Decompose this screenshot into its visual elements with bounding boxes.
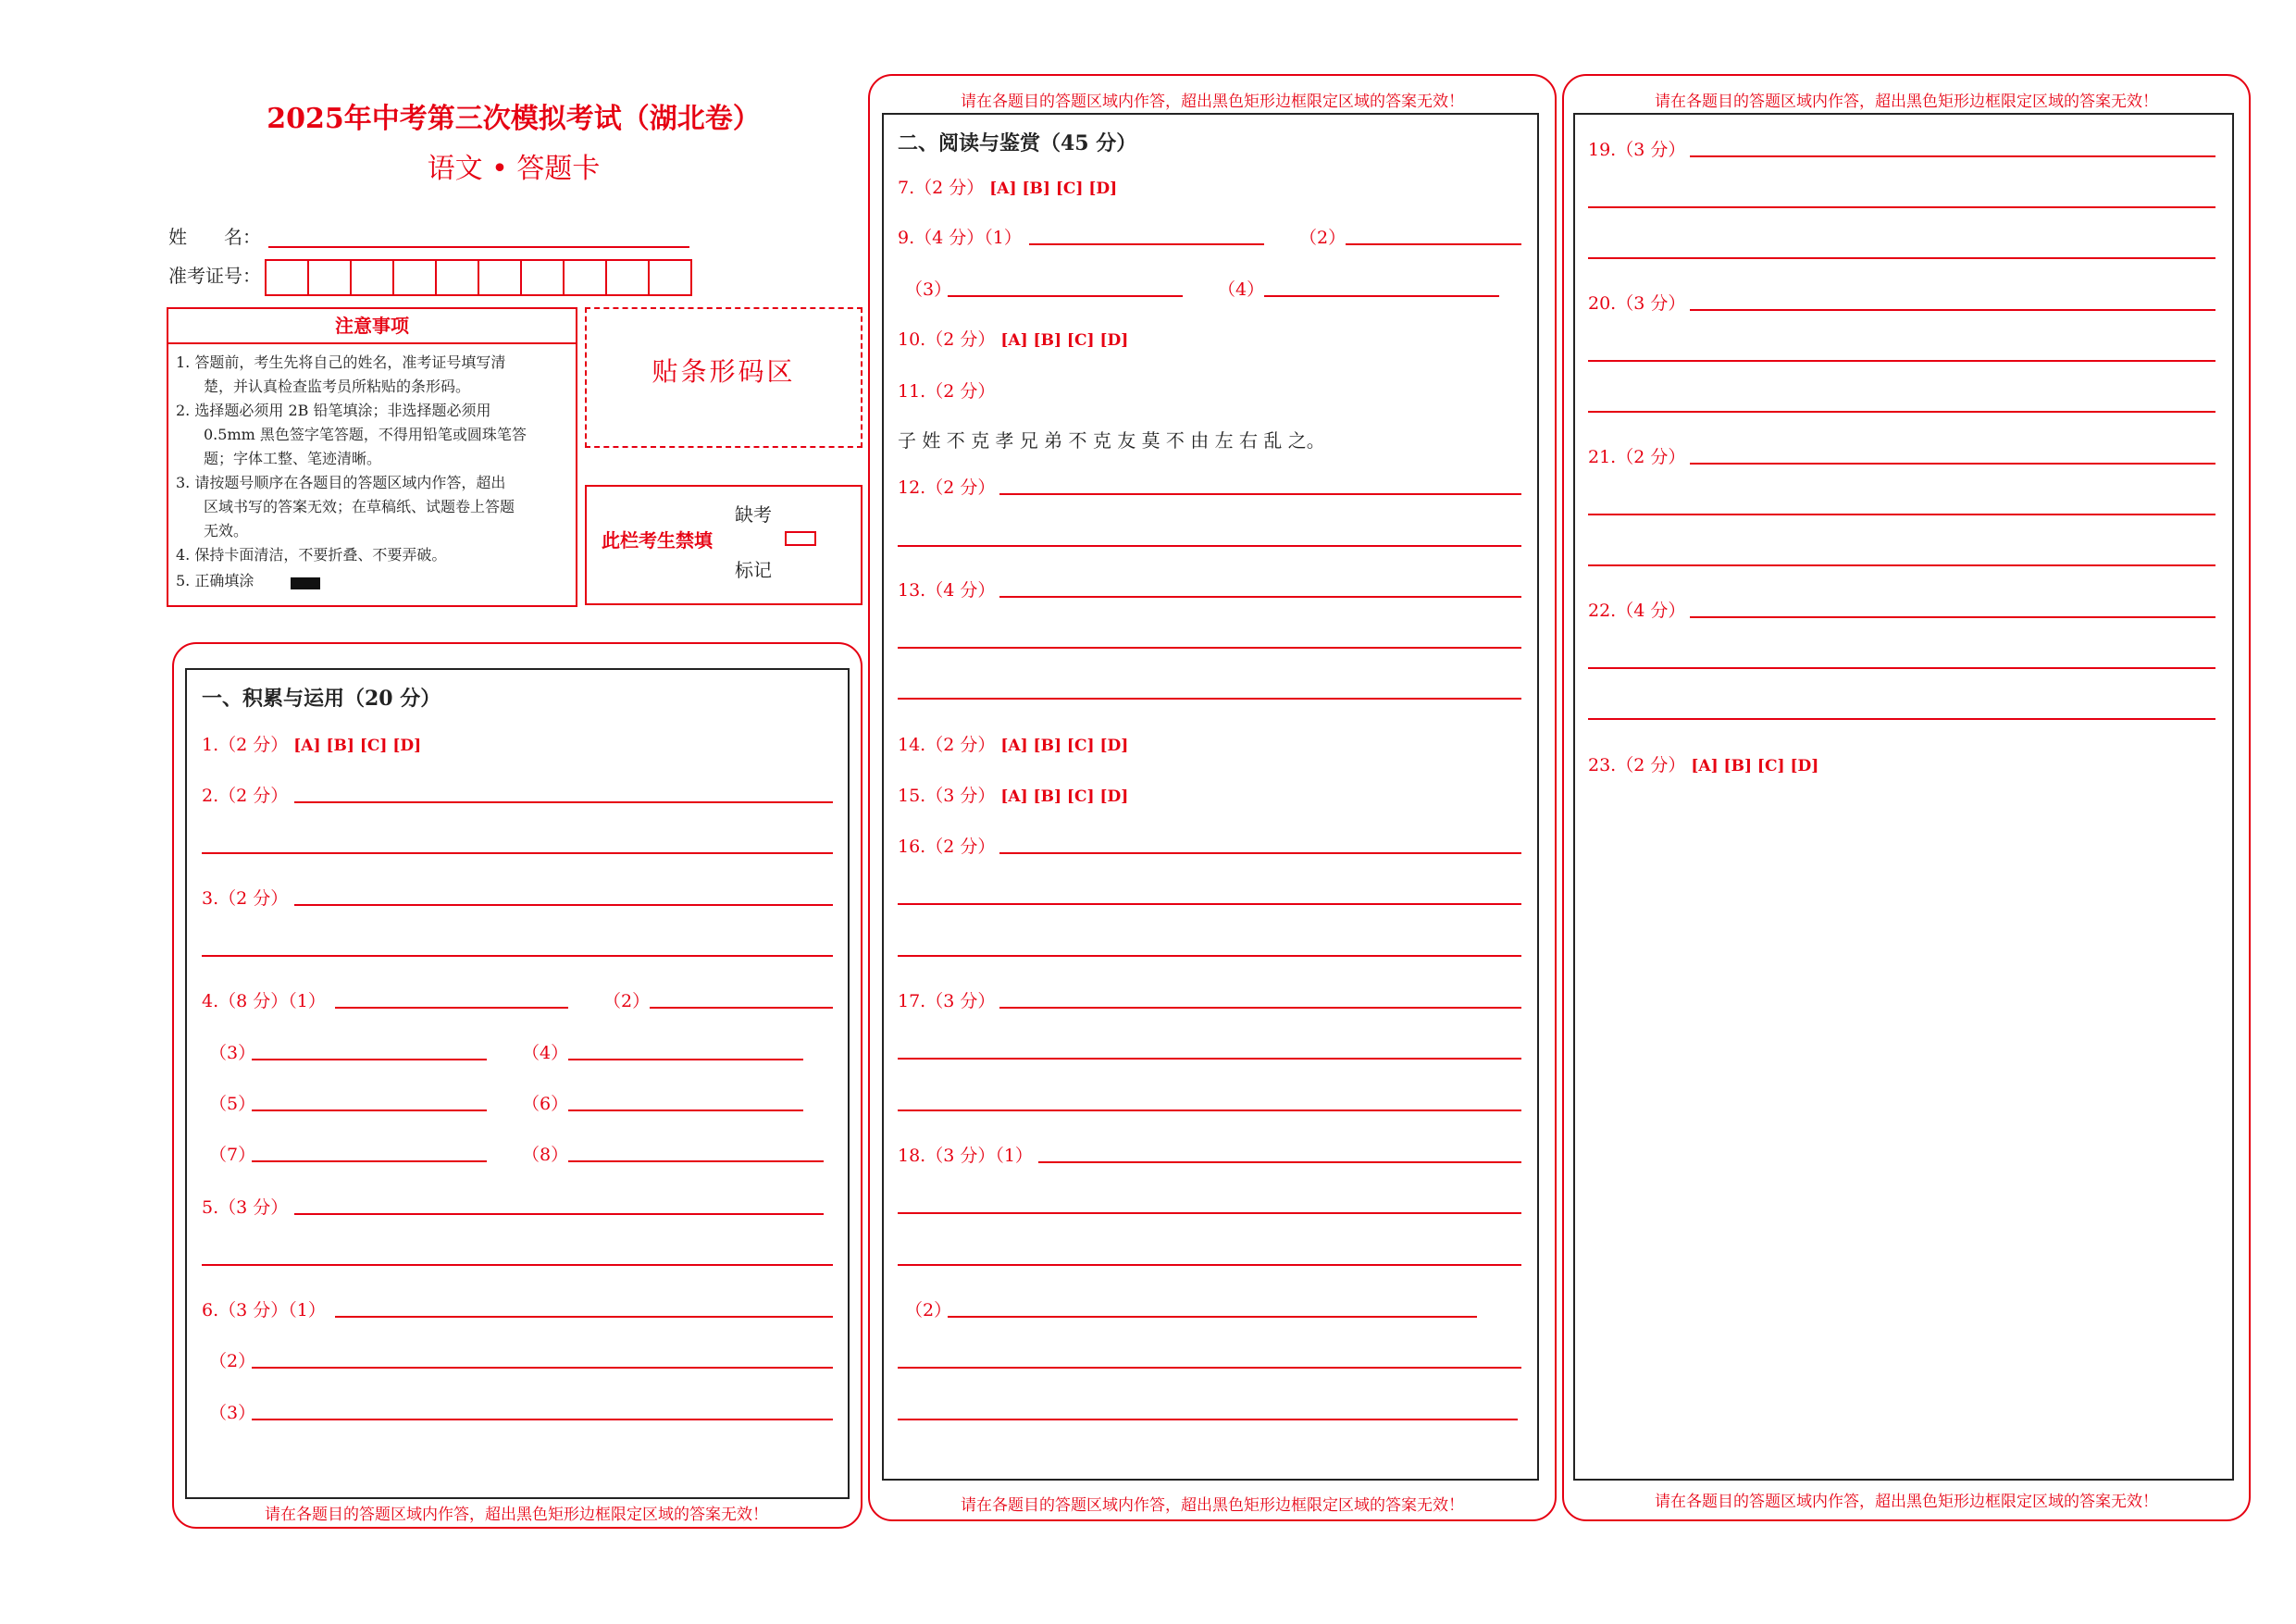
note-line: 2. 选择题必须用 2B 铅笔填涂；非选择题必须用: [176, 402, 491, 419]
q9-2-answer-line[interactable]: [1346, 243, 1521, 245]
q14-options[interactable]: [A] [B] [C] [D]: [1000, 737, 1129, 755]
q5-answer-line[interactable]: [202, 1264, 833, 1266]
q11-text: 子 姓 不 克 孝 兄 弟 不 克 友 莫 不 由 左 右 乱 之。: [898, 429, 1325, 452]
q22-answer-line[interactable]: [1690, 616, 2215, 618]
name-label: 姓 名：: [168, 226, 261, 248]
q20-label: 20.（3 分）: [1588, 293, 1686, 314]
q1-number: 1.（2 分）: [202, 735, 289, 755]
section2-warning-top: 请在各题目的答题区域内作答，超出黑色矩形边框限定区域的答案无效！: [961, 93, 1464, 111]
q23-options[interactable]: [A] [B] [C] [D]: [1691, 757, 1819, 775]
q5-answer-line[interactable]: [294, 1213, 824, 1215]
q21-answer-line[interactable]: [1588, 514, 2215, 515]
q19-answer-line[interactable]: [1588, 206, 2215, 208]
q20-answer-line[interactable]: [1588, 411, 2215, 413]
q7-label: [898, 174, 1117, 199]
q18-1-answer-line[interactable]: [898, 1212, 1521, 1214]
q22-label: 22.（4 分）: [1588, 601, 1686, 621]
page-subtitle: 语文 • 答题卡: [427, 153, 601, 185]
note-line: 4. 保持卡面清洁，不要折叠、不要弄破。: [176, 546, 447, 564]
id-cell[interactable]: [437, 261, 479, 294]
q12-label: 12.（2 分）: [898, 477, 996, 498]
q7-options[interactable]: [A] [B] [C] [D]: [989, 180, 1118, 198]
page-title: 2025年中考第三次模拟考试（湖北卷）: [267, 103, 761, 135]
absent-mark-box[interactable]: [785, 531, 816, 546]
q4-8-answer-line[interactable]: [568, 1160, 824, 1162]
q14-number: 14.（2 分）: [898, 735, 996, 755]
notes-heading: 注意事项: [168, 309, 576, 344]
q9-3-label: （3）: [905, 279, 952, 300]
note-line: 1. 答题前，考生先将自己的姓名，准考证号填写清: [176, 353, 506, 371]
q4-2-answer-line[interactable]: [650, 1007, 833, 1009]
q16-answer-line[interactable]: [898, 955, 1521, 957]
note-line: 5. 正确填涂: [176, 572, 254, 589]
id-cell[interactable]: [394, 261, 437, 294]
q4-4-answer-line[interactable]: [568, 1059, 803, 1060]
q21-answer-line[interactable]: [1690, 463, 2215, 465]
q2-label: 2.（2 分）: [202, 786, 289, 806]
section3-warning-top: 请在各题目的答题区域内作答，超出黑色矩形边框限定区域的答案无效！: [1655, 93, 2158, 111]
id-grid[interactable]: [265, 259, 692, 296]
q12-answer-line[interactable]: [898, 545, 1521, 547]
q3-label: 3.（2 分）: [202, 888, 289, 909]
q10-number: 10.（2 分）: [898, 329, 996, 350]
q16-answer-line[interactable]: [999, 852, 1521, 854]
q19-label: 19.（3 分）: [1588, 140, 1686, 160]
note-line: 题；字体工整、笔迹清晰。: [204, 450, 382, 467]
q6-3-label: （3）: [209, 1403, 256, 1423]
section1-title: 一、积累与运用（20 分）: [202, 687, 441, 711]
q18-2-label: （2）: [905, 1300, 952, 1320]
q15-number: 15.（3 分）: [898, 786, 996, 806]
q4-5-answer-line[interactable]: [252, 1110, 487, 1111]
filled-mark-sample: [291, 577, 320, 589]
q9-1-answer-line[interactable]: [1029, 243, 1264, 245]
q10-options[interactable]: [A] [B] [C] [D]: [1000, 331, 1129, 350]
q15-options[interactable]: [A] [B] [C] [D]: [1000, 787, 1129, 806]
q23-number: 23.（2 分）: [1588, 755, 1686, 775]
q18-1-answer-line[interactable]: [1038, 1161, 1521, 1163]
q16-label: 16.（2 分）: [898, 837, 996, 857]
q13-answer-line[interactable]: [999, 596, 1521, 598]
barcode-area: [585, 307, 863, 448]
q12-answer-line[interactable]: [999, 493, 1521, 495]
q4-1-answer-line[interactable]: [335, 1007, 568, 1009]
q4-7-answer-line[interactable]: [252, 1160, 487, 1162]
q13-label: 13.（4 分）: [898, 580, 996, 601]
note-line: 区域书写的答案无效；在草稿纸、试题卷上答题: [204, 498, 515, 515]
id-cell[interactable]: [522, 261, 565, 294]
q13-answer-line[interactable]: [898, 698, 1521, 700]
q9-2-label: （2）: [1299, 228, 1347, 248]
q22-answer-line[interactable]: [1588, 718, 2215, 720]
barcode-label: 贴条形码区: [652, 356, 796, 387]
q4-8-label: （8）: [522, 1145, 569, 1165]
id-cell[interactable]: [607, 261, 650, 294]
q4-6-answer-line[interactable]: [568, 1110, 803, 1111]
q1-options[interactable]: [A] [B] [C] [D]: [293, 737, 422, 755]
q11-label: 11.（2 分）: [898, 381, 996, 402]
section2-warning-bottom: 请在各题目的答题区域内作答，超出黑色矩形边框限定区域的答案无效！: [961, 1496, 1464, 1515]
id-cell[interactable]: [267, 261, 309, 294]
q19-answer-line[interactable]: [1588, 257, 2215, 259]
q18-label: 18.（3 分）（1）: [898, 1146, 1033, 1166]
section3-warning-bottom: 请在各题目的答题区域内作答，超出黑色矩形边框限定区域的答案无效！: [1655, 1493, 2158, 1511]
q21-answer-line[interactable]: [1588, 564, 2215, 566]
name-field[interactable]: [268, 246, 689, 248]
q3-answer-line[interactable]: [294, 904, 833, 906]
q4-2-label: （2）: [603, 991, 651, 1011]
q17-label: 17.（3 分）: [898, 991, 996, 1011]
q9-3-answer-line[interactable]: [948, 295, 1183, 297]
q1-label: [202, 731, 421, 756]
id-cell[interactable]: [309, 261, 352, 294]
absent-mark-top: 缺考: [735, 503, 772, 526]
q4-6-label: （6）: [522, 1094, 569, 1114]
q9-4-answer-line[interactable]: [1264, 295, 1499, 297]
q21-label: 21.（2 分）: [1588, 447, 1686, 467]
absent-mark-bottom: 标记: [735, 559, 772, 581]
q19-answer-line[interactable]: [1690, 155, 2215, 157]
q20-answer-line[interactable]: [1588, 360, 2215, 362]
q4-4-label: （4）: [522, 1043, 569, 1063]
q13-answer-line[interactable]: [898, 647, 1521, 649]
q18-2-answer-line[interactable]: [898, 1419, 1518, 1420]
q4-3-answer-line[interactable]: [252, 1059, 487, 1060]
note-line: 3. 请按题号顺序在各题目的答题区域内作答，超出: [176, 474, 506, 491]
q17-answer-line[interactable]: [898, 1058, 1521, 1060]
q6-1-answer-line[interactable]: [335, 1316, 833, 1318]
id-cell[interactable]: [352, 261, 394, 294]
q14-label: [898, 731, 1128, 756]
id-label: 准考证号：: [168, 265, 261, 287]
q5-label: 5.（3 分）: [202, 1197, 289, 1218]
note-line: 0.5mm 黑色签字笔答题，不得用铅笔或圆珠笔答: [204, 426, 527, 443]
section3-frame: [1573, 113, 2234, 1481]
q7-number: 7.（2 分）: [898, 178, 985, 198]
q9-4-label: （4）: [1218, 279, 1265, 300]
section2-title: 二、阅读与鉴赏（45 分）: [898, 131, 1137, 155]
q3-answer-line[interactable]: [202, 955, 833, 957]
q6-label: 6.（3 分）（1）: [202, 1300, 326, 1320]
q17-answer-line[interactable]: [999, 1007, 1521, 1009]
id-cell[interactable]: [479, 261, 522, 294]
absent-label: 此栏考生禁填: [602, 529, 713, 552]
q23-label: [1588, 751, 1818, 776]
q17-answer-line[interactable]: [898, 1110, 1521, 1111]
q18-2-answer-line[interactable]: [948, 1316, 1477, 1318]
q18-2-answer-line[interactable]: [898, 1367, 1521, 1369]
q20-answer-line[interactable]: [1690, 309, 2215, 311]
q6-2-label: （2）: [209, 1351, 256, 1371]
q6-3-answer-line[interactable]: [252, 1419, 833, 1420]
absent-box: [585, 485, 863, 605]
notes-box: [167, 307, 577, 607]
q10-label: [898, 326, 1128, 351]
q2-answer-line[interactable]: [202, 852, 833, 854]
q6-2-answer-line[interactable]: [252, 1367, 833, 1369]
q9-label: 9.（4 分）（1）: [898, 228, 1022, 248]
q22-answer-line[interactable]: [1588, 667, 2215, 669]
q18-1-answer-line[interactable]: [898, 1264, 1521, 1266]
id-cell[interactable]: [650, 261, 692, 294]
q4-7-label: （7）: [209, 1145, 256, 1165]
q4-label: 4.（8 分）（1）: [202, 991, 326, 1011]
q15-label: [898, 782, 1128, 807]
q4-3-label: （3）: [209, 1043, 256, 1063]
q16-answer-line[interactable]: [898, 903, 1521, 905]
note-line: 楚，并认真检查监考员所粘贴的条形码。: [204, 378, 471, 395]
section1-warning: 请在各题目的答题区域内作答，超出黑色矩形边框限定区域的答案无效！: [265, 1506, 768, 1524]
q2-answer-line[interactable]: [294, 801, 833, 803]
q4-5-label: （5）: [209, 1094, 256, 1114]
note-line: 无效。: [204, 522, 249, 539]
id-cell[interactable]: [565, 261, 607, 294]
